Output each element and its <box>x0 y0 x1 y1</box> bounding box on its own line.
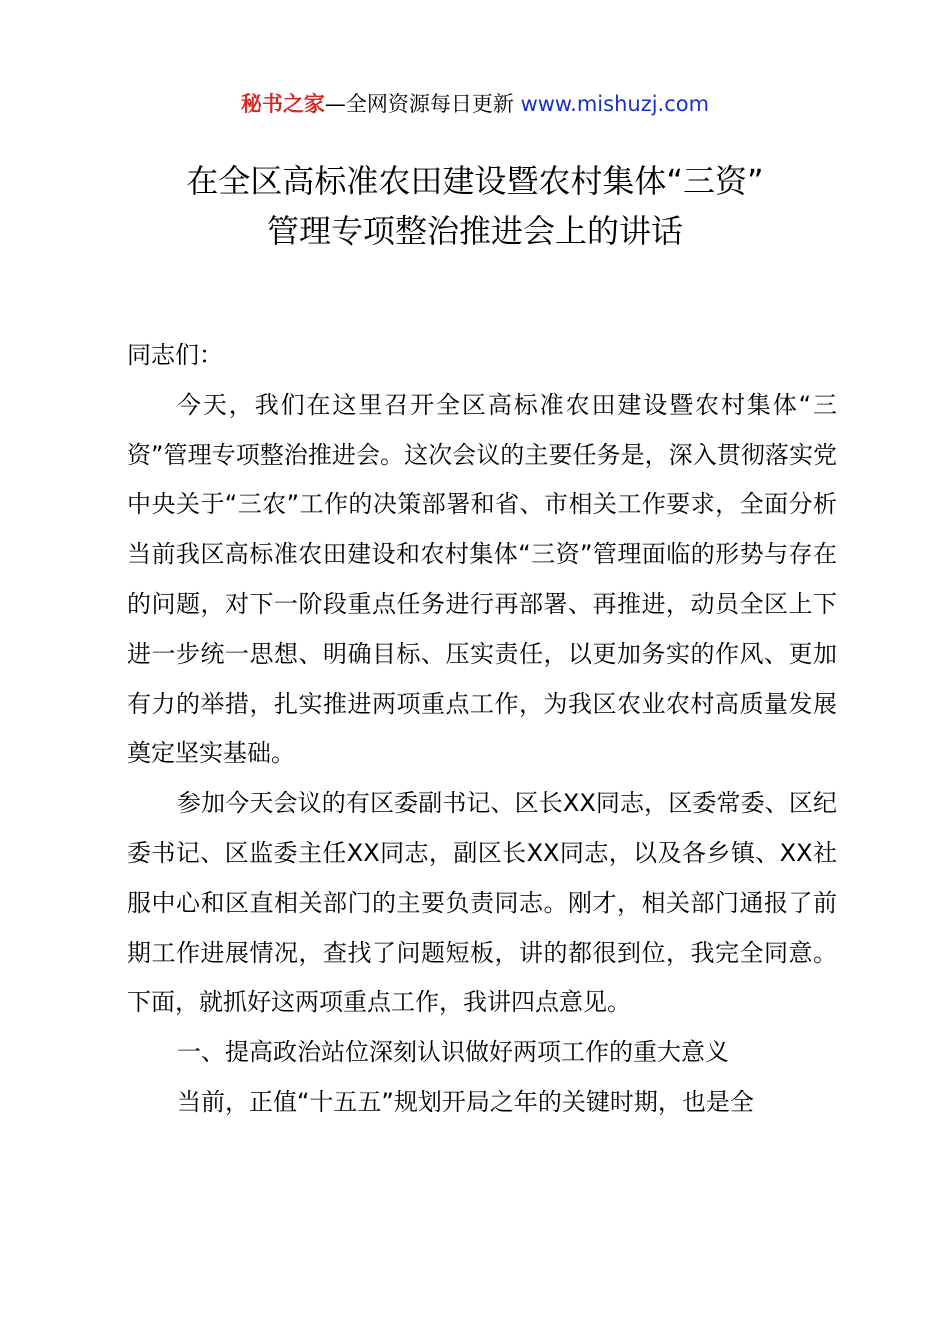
document-title <box>0 156 950 256</box>
section-heading-1: 一、提高政治站位深刻认识做好两项工作的重大意义 <box>177 1038 729 1067</box>
site-slogan: —全网资源每日更新 <box>324 92 514 116</box>
site-header <box>0 86 950 122</box>
site-brand: 秘书之家 <box>240 92 325 116</box>
body-paragraph-2: 参加今天会议的有区委副书记、区长XX同志，区委常委、区纪委书记、区监委主任XX同志，副区长XX同志，以及各乡镇、XX社服中心和区直相关部门的主要负责同志。刚才，相关部门通报了前期工作进展情况，查找了问题短板，讲的都很到位，我完全同意。下面，就抓好这两项重点工作，我讲四点意见。 <box>127 789 837 1017</box>
document-body <box>127 331 837 1128</box>
site-url-link[interactable]: www.mishuzj.com <box>520 92 710 116</box>
body-paragraph-1: 今天，我们在这里召开全区高标准农田建设暨农村集体“三资”管理专项整治推进会。这次会议的主要任务是，深入贯彻落实党中央关于“三农”工作的决策部署和省、市相关工作要求，全面分析当前我区高标准农田建设和农村集体“三资”管理面临的形势与存在的问题，对下一阶段重点任务进行再部署、再推进，动员全区上下进一步统一思想、明确目标、压实责任，以更加务实的作风、更加有力的举措，扎实推进两项重点工作，为我区农业农村高质量发展奠定坚实基础。 <box>127 390 837 768</box>
salutation: 同志们： <box>127 341 223 369</box>
title-line-1: 在全区高标准农田建设暨农村集体“三资” <box>186 162 764 200</box>
body-paragraph-3: 当前，正值“十五五”规划开局之年的关键时期，也是全 <box>177 1087 754 1116</box>
title-line-2: 管理专项整治推进会上的讲话 <box>266 212 683 250</box>
